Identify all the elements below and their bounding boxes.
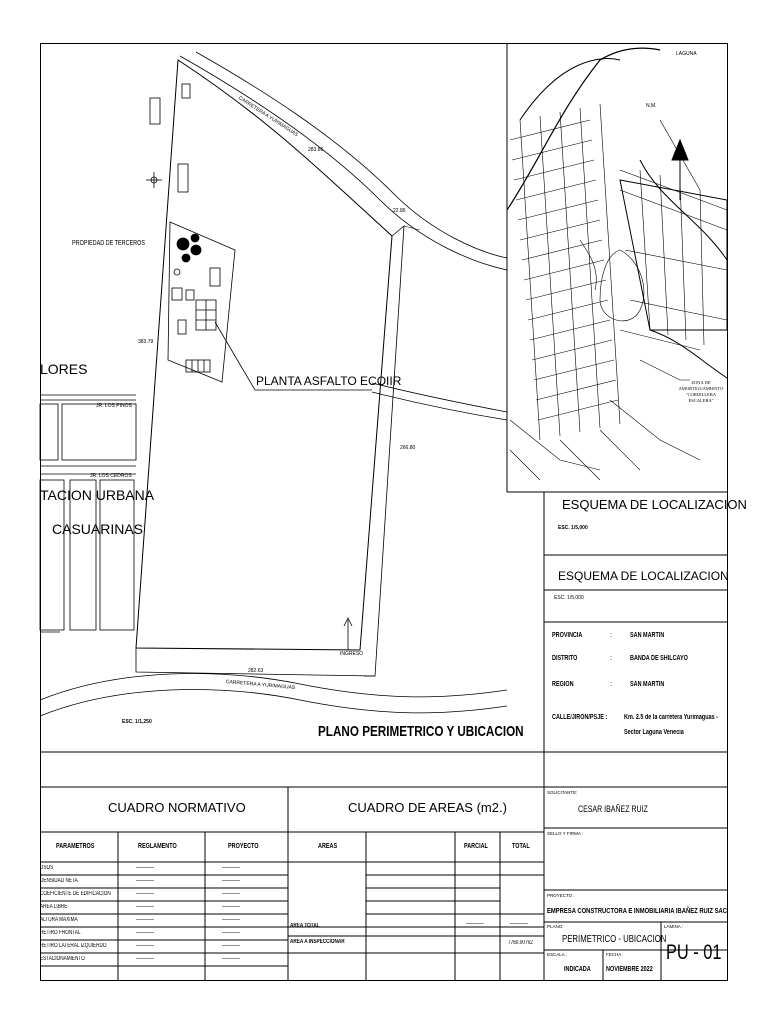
location-map-geometry: [507, 48, 727, 480]
area-total-label: AREA TOTAL: [290, 923, 320, 929]
address-line1: Km. 2.5 de la carretera Yurimaguas -: [624, 714, 718, 721]
table-row-reg: ———: [136, 930, 154, 936]
normativo-header-reg: REGLAMENTO: [138, 843, 177, 850]
loc-row-label: DISTRITO: [552, 655, 578, 662]
area-inspect-value: 7760.00 m2: [508, 940, 533, 946]
areas-header-parcial: PARCIAL: [464, 843, 488, 850]
proyecto-value: EMPRESA CONSTRUCTORA E INMOBILIARIA IBAÑEZ RUIZ SAC: [547, 906, 727, 915]
loc-row-sep: :: [610, 655, 612, 662]
dim-right: 266.80: [400, 445, 416, 451]
dim-left: 383.79: [138, 339, 154, 345]
area-label-lores: LORES: [40, 361, 88, 377]
fecha-value: NOVIEMBRE 2022: [606, 966, 653, 973]
table-row-param: RETIRO LATERAL IZQUIERDO: [40, 943, 107, 949]
table-row-proj: ———: [222, 956, 240, 962]
map-scale: ESC. 1/5,000: [558, 525, 588, 531]
table-row-param: DENSIDAD NETA: [40, 878, 78, 884]
area-label-hab-urbana: TACION URBANA: [40, 487, 155, 503]
loc-row-label: REGION: [552, 681, 574, 688]
lamina-value: PU - 01: [666, 941, 722, 964]
site-scale: ESC. 1/1,250: [122, 719, 152, 725]
road-top: [180, 56, 507, 270]
fecha-label: FECHA :: [606, 952, 624, 957]
areas-title: CUADRO DE AREAS (m2.): [348, 800, 507, 815]
table-row-proj: ———: [222, 930, 240, 936]
plano-value: PERIMETRICO - UBICACION: [562, 934, 667, 945]
escala-label: ESCALA :: [547, 952, 568, 957]
area-total-total: ———: [510, 921, 528, 927]
loc-block-title: ESQUEMA DE LOCALIZACION: [558, 569, 729, 583]
table-row-proj: ———: [222, 943, 240, 949]
property-boundary: [136, 60, 392, 650]
plant-label: PLANTA ASFALTO ECOIIR: [256, 374, 402, 388]
plan-title: PLANO PERIMETRICO Y UBICACION: [318, 723, 524, 740]
road-bottom-edge: [40, 689, 507, 716]
solicitante-value: CESAR IBAÑEZ RUIZ: [578, 804, 648, 814]
address-label: CALLE/JIRON/PSJE :: [552, 714, 608, 721]
loc-row-value: BANDA DE SHILCAYO: [630, 655, 688, 662]
table-row-reg: ———: [136, 891, 154, 897]
zone-note-line4: ESCALERA": [688, 398, 714, 403]
dim-top: 283.86: [308, 147, 324, 153]
map-title: ESQUEMA DE LOCALIZACION: [562, 497, 747, 512]
loc-row-sep: :: [610, 632, 612, 639]
loc-row-value: SAN MARTIN: [630, 632, 665, 639]
table-row-proj: ———: [222, 904, 240, 910]
sello-label: SELLO Y FIRMA :: [547, 831, 584, 836]
area-label-casuarinas: CASUARINAS: [52, 521, 144, 537]
loc-block-scale: ESC. 1/5,000: [554, 595, 584, 601]
table-row-param: ESTACIONAMIENTO: [40, 956, 85, 962]
areas-header-areas: AREAS: [318, 843, 338, 850]
east-strip: [364, 226, 404, 676]
table-row-param: RETIRO FRONTAL: [40, 930, 81, 936]
third-party-label: PROPIEDAD DE TERCEROS: [72, 240, 146, 247]
road-top-edge: [196, 52, 507, 258]
road-bottom-label: CARRETERA A YURIMAGUAS: [225, 679, 296, 692]
loc-row-value: SAN MARTIN: [630, 681, 665, 688]
north-label: N.M.: [646, 103, 657, 109]
table-row-proj: ———: [222, 878, 240, 884]
map-top-label: LAGUNA: [676, 51, 697, 57]
areas-header-total: TOTAL: [512, 843, 530, 850]
street-label-1: JR. LOS PINOS: [96, 403, 132, 409]
dim-bottom: 282.63: [248, 668, 264, 674]
normativo-header-proj: PROYECTO: [228, 843, 259, 850]
table-row-reg: ———: [136, 865, 154, 871]
table-row-reg: ———: [136, 878, 154, 884]
normativo-header-param: PARAMETROS: [56, 843, 95, 850]
loc-row-label: PROVINCIA: [552, 632, 583, 639]
area-total-parcial: ———: [466, 921, 484, 927]
table-row-proj: ———: [222, 917, 240, 923]
road-top-label: CARRETERA A YURIMAGUAS: [237, 95, 299, 139]
proyecto-label: PROYECTO :: [547, 893, 575, 898]
table-row-proj: ———: [222, 865, 240, 871]
zone-note-line3: "CORDILLERA: [685, 392, 717, 397]
street-label-2: JR. LOS CEDROS: [90, 473, 132, 479]
table-row-reg: ———: [136, 917, 154, 923]
entrance-label: INGRESO: [340, 651, 364, 657]
table-row-param: USOS: [40, 865, 54, 871]
lamina-label: LAMINA :: [664, 924, 684, 929]
loc-row-sep: :: [610, 681, 612, 688]
zone-note-line2: AMORTIGUAMIENTO: [678, 386, 724, 391]
table-row-param: COEFICIENTE DE EDIFICACION: [40, 891, 111, 897]
plano-label: PLANO:: [547, 924, 564, 929]
normativo-title: CUADRO NORMATIVO: [108, 800, 246, 815]
area-inspect-label: AREA A INSPECCIONAR: [290, 939, 345, 945]
table-row-reg: ———: [136, 904, 154, 910]
zone-note: [676, 380, 726, 404]
table-row-param: AREA LIBRE: [40, 904, 68, 910]
table-row-reg: ———: [136, 956, 154, 962]
asphalt-plant-compound: [168, 222, 235, 382]
address-line2: Sector Laguna Venecia: [624, 729, 684, 736]
table-row-reg: ———: [136, 943, 154, 949]
table-row-proj: ———: [222, 891, 240, 897]
escala-value: INDICADA: [564, 966, 591, 973]
table-row-param: ALTURA MAXIMA: [40, 917, 78, 923]
dim-top-right: 22.86: [393, 208, 406, 214]
solicitante-label: SOLICITANTE:: [547, 790, 578, 795]
zone-note-line1: ZONA DE: [691, 380, 711, 385]
